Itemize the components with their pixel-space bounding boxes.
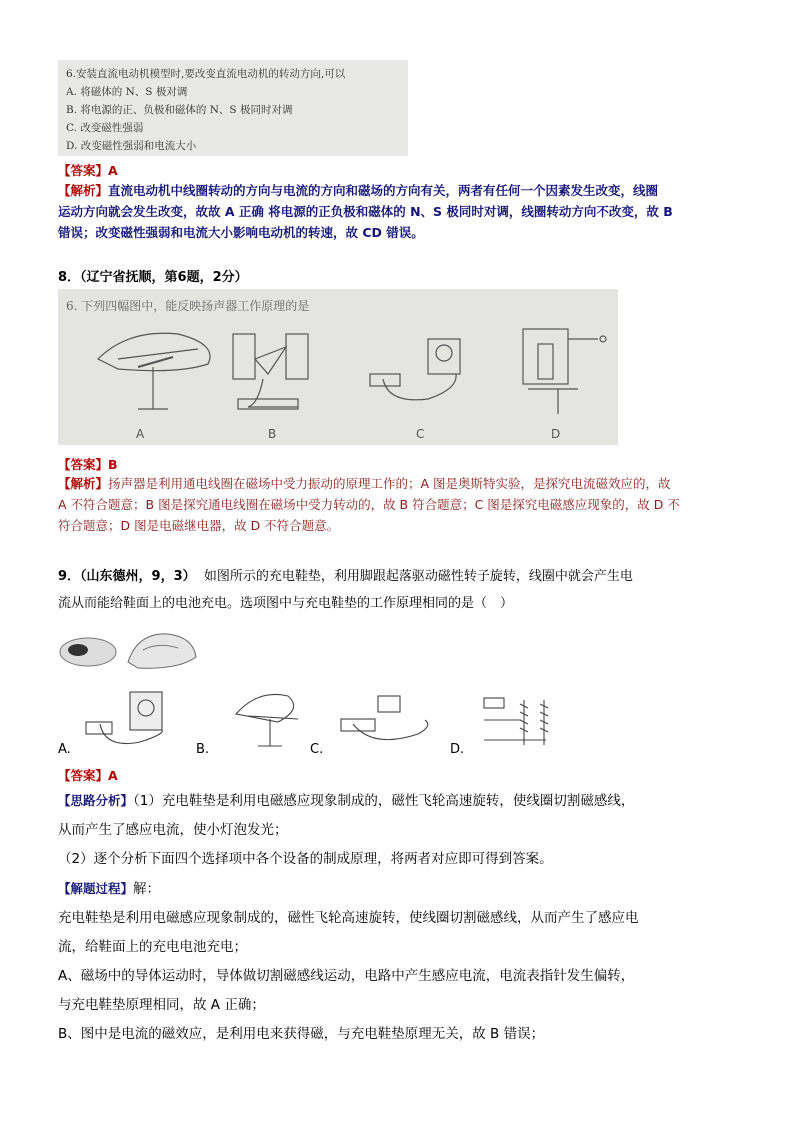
figure-label: D (551, 427, 561, 441)
q8-answer (58, 454, 118, 473)
q8-analysis (58, 473, 748, 536)
process-line: 充电鞋垫是利用电磁感应现象制成的，磁性飞轮高速旋转，使线圈切割磁感线，从而产生了感应电 (58, 910, 639, 926)
answer-value: B (108, 457, 118, 472)
figure-label: A (136, 427, 145, 441)
analysis-line: 运动方向就会发生改变，故故 A 正确 将电源的正负极和磁体的 N、S 极同时对调，线圈转动方向不改变，故 B (58, 204, 673, 219)
answer-tag: 【答案】 (58, 768, 109, 783)
option-label: A. (58, 742, 71, 757)
q6-option-a: A. 将磁体的 N、S 极对调 (66, 86, 188, 98)
q8-diagrams (58, 289, 618, 445)
idea-line: （1）充电鞋垫是利用电磁感应现象制成的，磁性飞轮高速旋转，使线圈切割磁感线， (133, 793, 635, 809)
process-tag: 【解题过程】 (58, 881, 134, 896)
q9-number: 9．（山东德州，9，3） (58, 569, 196, 584)
idea-line: （2）逐个分析下面四个选择项中各个设备的制成原理，将两者对应即可得到答案。 (58, 851, 553, 867)
q6-analysis (58, 180, 748, 243)
process-lead: 解： (133, 881, 161, 897)
answer-tag: 【答案】 (58, 163, 109, 178)
option-label: C. (310, 742, 324, 757)
process-line: B、图中是电流的磁效应，是利用电来获得磁，与充电鞋垫原理无关，故 B 错误； (58, 1026, 545, 1042)
answer-tag: 【答案】 (58, 457, 109, 472)
analysis-line: 错误；改变磁性强弱和电流大小影响电动机的转速，故 CD 错误。 (58, 225, 424, 240)
q9-question-text: 流从而能给鞋面上的电池充电。选项图中与充电鞋垫的工作原理相同的是（ ） (58, 596, 514, 611)
answer-value: A (108, 163, 118, 178)
q6-question-line: 6.安装直流电动机模型时,要改变直流电动机的转动方向,可以 (66, 68, 346, 80)
analysis-line: 符合题意；D 图是电磁继电器，故 D 不符合题意。 (58, 518, 340, 533)
analysis-line: 直流电动机中线圈转动的方向与电流的方向和磁场的方向有关，两者有任何一个因素发生改变，线圈 (108, 183, 659, 198)
q9-shoe-image (58, 622, 198, 676)
q9-option-c-diagram (333, 684, 443, 754)
option-label: B. (196, 742, 210, 757)
q9-header (58, 563, 748, 617)
q6-question-image (58, 60, 408, 156)
q8-header: 8．（辽宁省抚顺，第6题，2分） (58, 270, 248, 285)
q9-idea (58, 786, 748, 1049)
q6-answer (58, 160, 118, 179)
process-line: 与充电鞋垫原理相同，故 A 正确； (58, 997, 265, 1013)
analysis-tag: 【解析】 (58, 183, 109, 198)
q6-option-d: D. 改变磁性强弱和电流大小 (66, 140, 197, 152)
analysis-line: A 不符合题意；B 图是探究通电线圈在磁场中受力转动的，故 B 符合题意；C 图是探究电磁感应现象的，故 D 不 (58, 497, 680, 512)
analysis-line: 扬声器是利用通电线圈在磁场中受力振动的原理工作的；A 图是奥斯特实验，是探究电流磁效应的，故 (108, 476, 671, 491)
process-line: A、磁场中的导体运动时，导体做切割磁感线运动，电路中产生感应电流，电流表指针发生偏转， (58, 968, 635, 984)
figure-label: B (268, 427, 277, 441)
q9-answer (58, 765, 118, 784)
q6-option-b: B. 将电源的正、负极和磁体的 N、S 极同时对调 (66, 104, 293, 116)
answer-value: A (108, 768, 118, 783)
q9-option-a-diagram (80, 684, 172, 754)
q8-question-text: 6. 下列四幅图中，能反映扬声器工作原理的是 (66, 299, 310, 313)
q6-option-c: C. 改变磁性强弱 (66, 122, 144, 134)
q9-option-b-diagram (228, 684, 308, 754)
q9-question-text: 如图所示的充电鞋垫，利用脚跟起落驱动磁性转子旋转，线圈中就会产生电 (203, 569, 633, 584)
option-label: D. (450, 742, 465, 757)
idea-tag: 【思路分析】 (58, 793, 134, 808)
q9-option-d-diagram (476, 690, 558, 752)
process-line: 流，给鞋面上的充电电池充电； (58, 939, 247, 955)
q8-figure-image (58, 289, 618, 445)
analysis-tag: 【解析】 (58, 476, 109, 491)
figure-label: C (416, 427, 425, 441)
idea-line: 从而产生了感应电流，使小灯泡发光； (58, 822, 288, 838)
